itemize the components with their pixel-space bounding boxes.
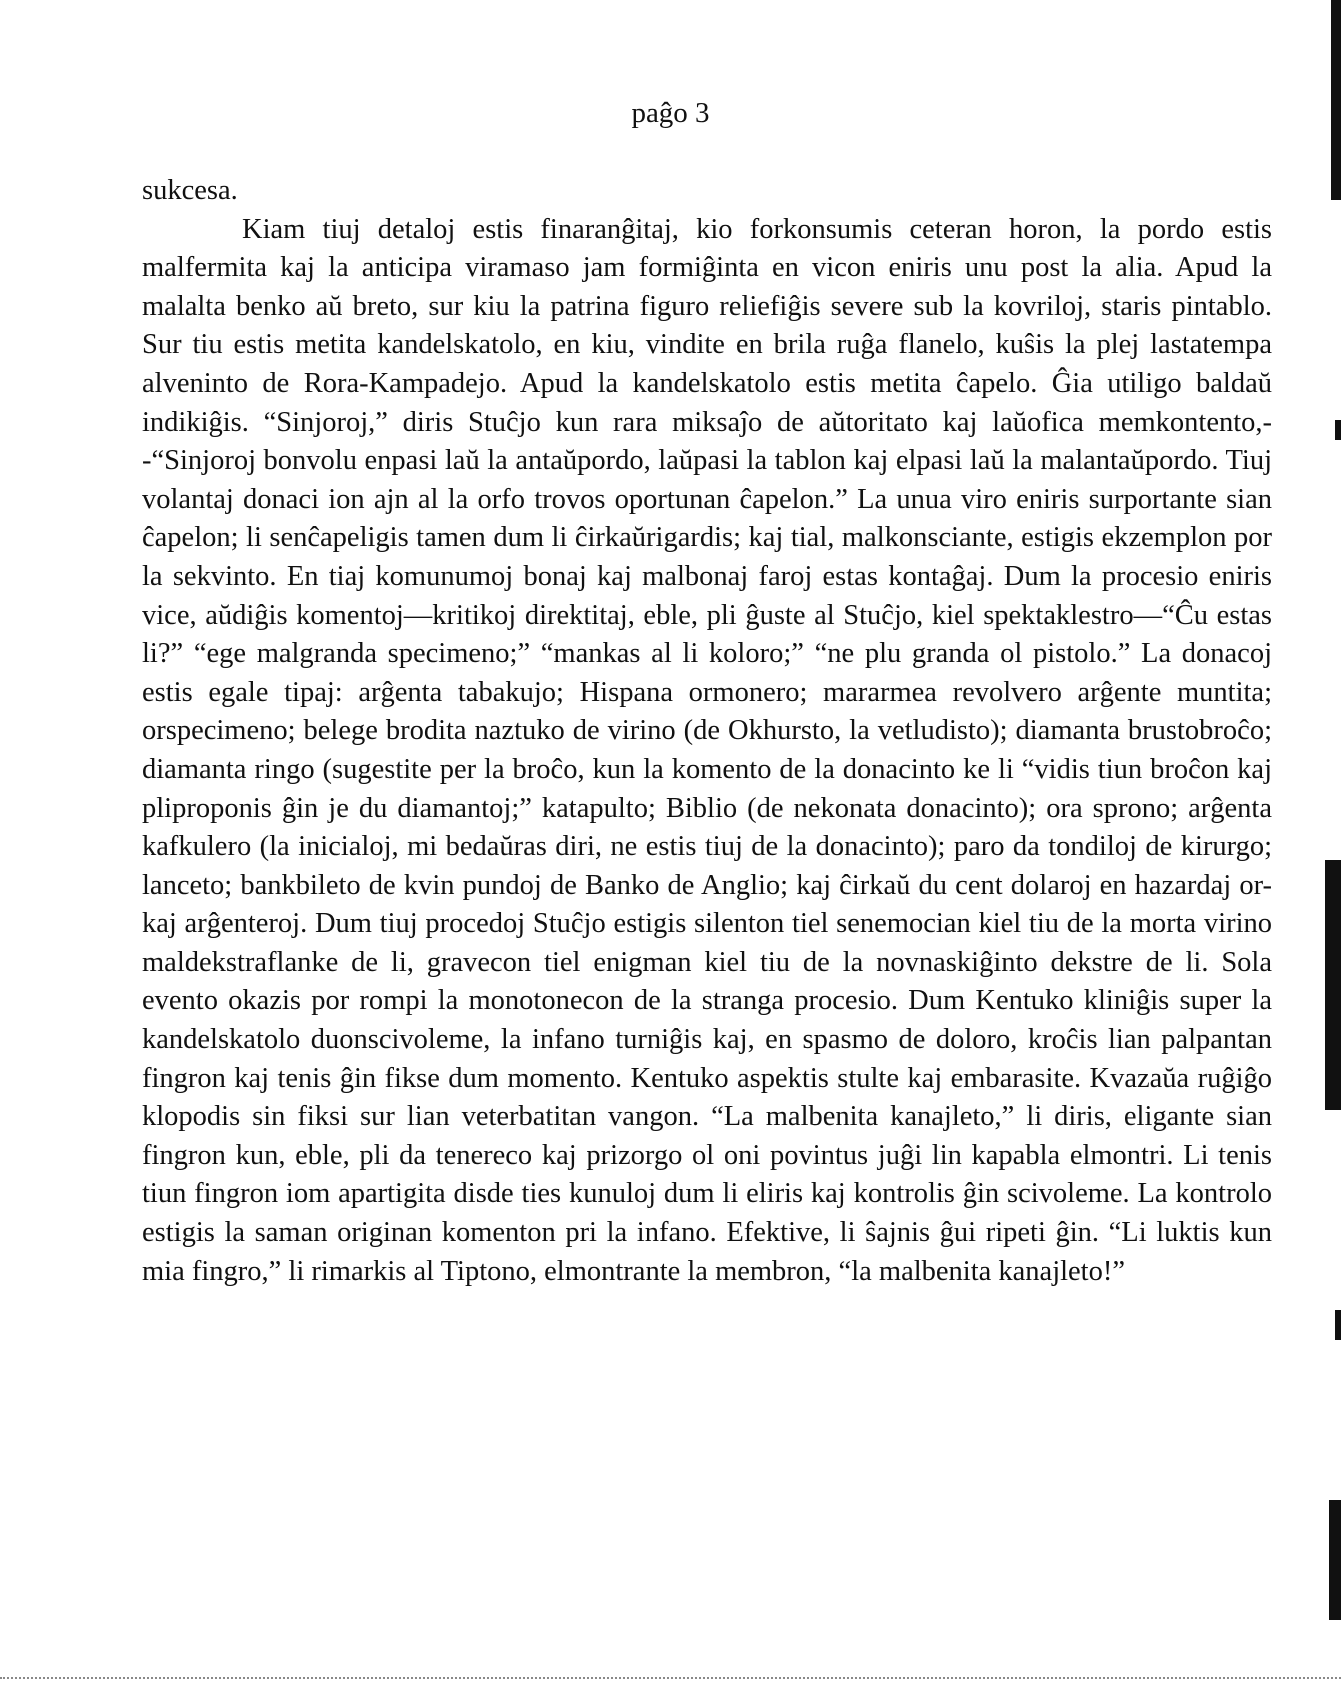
scan-artifact: [1335, 420, 1341, 440]
page-number: paĝo 3: [631, 97, 710, 129]
paragraph-continuation: sukcesa.: [142, 175, 238, 206]
scan-artifact: [1329, 1500, 1341, 1620]
paragraph: Kiam tiuj detaloj estis finaranĝitaj, kio forkonsumis ceteran horon, la pordo estis malfermita kaj la anticipa viramaso jam formiĝinta en vicon eniris unu post la alia. Apud la malalta benko aŭ breto, sur kiu la patrina figuro reliefiĝis severe sub la kovriloj, staris pintablo. Sur tiu estis metita kandelskatolo, en kiu, vindite en brila ruĝa flanelo, kuŝis la plej lastatempa alveninto de Rora-Kampadejo. Apud la kandelskatolo estis metita ĉapelo. Ĝia utiligo baldaŭ indikiĝis. “Sinjoroj,” diris Stuĉjo kun rara miksaĵo de aŭtoritato kaj laŭofica memkontento,--“Sinjoroj bonvolu enpasi laŭ la antaŭpordo, laŭpasi la tablon kaj elpasi laŭ la malantaŭpordo. Tiuj volantaj donaci ion ajn al la orfo trovos oportunan ĉapelon.” La unua viro eniris surportante sian ĉapelon; li senĉapeligis tamen dum li ĉirkaŭrigardis; kaj tial, malkonsciante, estigis ekzemplon por la sekvinto. En tiaj komunumoj bonaj kaj malbonaj faroj estas kontaĝaj. Dum la procesio eniris vice, aŭdiĝis komentoj—kritikoj direktitaj, eble, pli ĝuste al Stuĉjo, kiel spektaklestro—“Ĉu estas li?” “ege malgranda specimeno;” “mankas al li koloro;” “ne plu granda ol pistolo.” La donacoj estis egale tipaj: arĝenta tabakujo; Hispana ormonero; mararmea revolvero arĝente muntita; orspecimeno; belege brodita naztuko de virino (de Okhursto, la vetludisto); diamanta brustobroĉo; diamanta ringo (sugestite per la broĉo, kun la komento de la donacinto ke li “vidis tiun broĉon kaj pliproponis ĝin je du diamantoj;” katapulto; Biblio (de nekonata donacinto); ora sprono; arĝenta kafkulero (la inicialoj, mi bedaŭras diri, ne estis tiuj de la donacinto); paro da tondiloj de kirurgo; lanceto; bankbileto de kvin pundoj de Banko de Anglio; kaj ĉirkaŭ du cent dolaroj en hazardaj or- kaj arĝenteroj. Dum tiuj procedoj Stuĉjo estigis silenton tiel senemocian kiel tiu de la morta virino maldekstraflanke de li, gravecon tiel enigman kiel tiu de la novnaskiĝinto dekstre de li. Sola evento okazis por rompi la monotonecon de la stranga procesio. Dum Kentuko kliniĝis super la kandelskatolo duonscivoleme, la infano turniĝis kaj, en spasmo de doloro, kroĉis lian palpantan fingron kaj tenis ĝin fikse dum momento. Kentuko aspektis stulte kaj embarasite. Kvazaŭa ruĝiĝo klopodis sin fiksi sur lian veterbatitan vangon. “La malbenita kanajleto,” li diris, eligante sian fingron kun, eble, pli da tenereco kaj prizorgo ol oni povintus juĝi lin kapabla elmontri. Li tenis tiun fingron iom apartigita disde ties kunuloj dum li eliris kaj kontrolis ĝin scivoleme. La kontrolo estigis la saman originan komenton pri la infano. Efektive, li ŝajnis ĝui ripeti ĝin. “Li luktis kun mia fingro,” li rimarkis al Tiptono, elmontrante la membron, “la malbenita kanajleto!”: [142, 213, 1272, 1287]
body-text: [142, 172, 1272, 1291]
scan-artifact-bottom: [0, 1671, 1341, 1679]
scan-artifact: [1325, 860, 1341, 1110]
scan-artifact: [1335, 1310, 1341, 1340]
